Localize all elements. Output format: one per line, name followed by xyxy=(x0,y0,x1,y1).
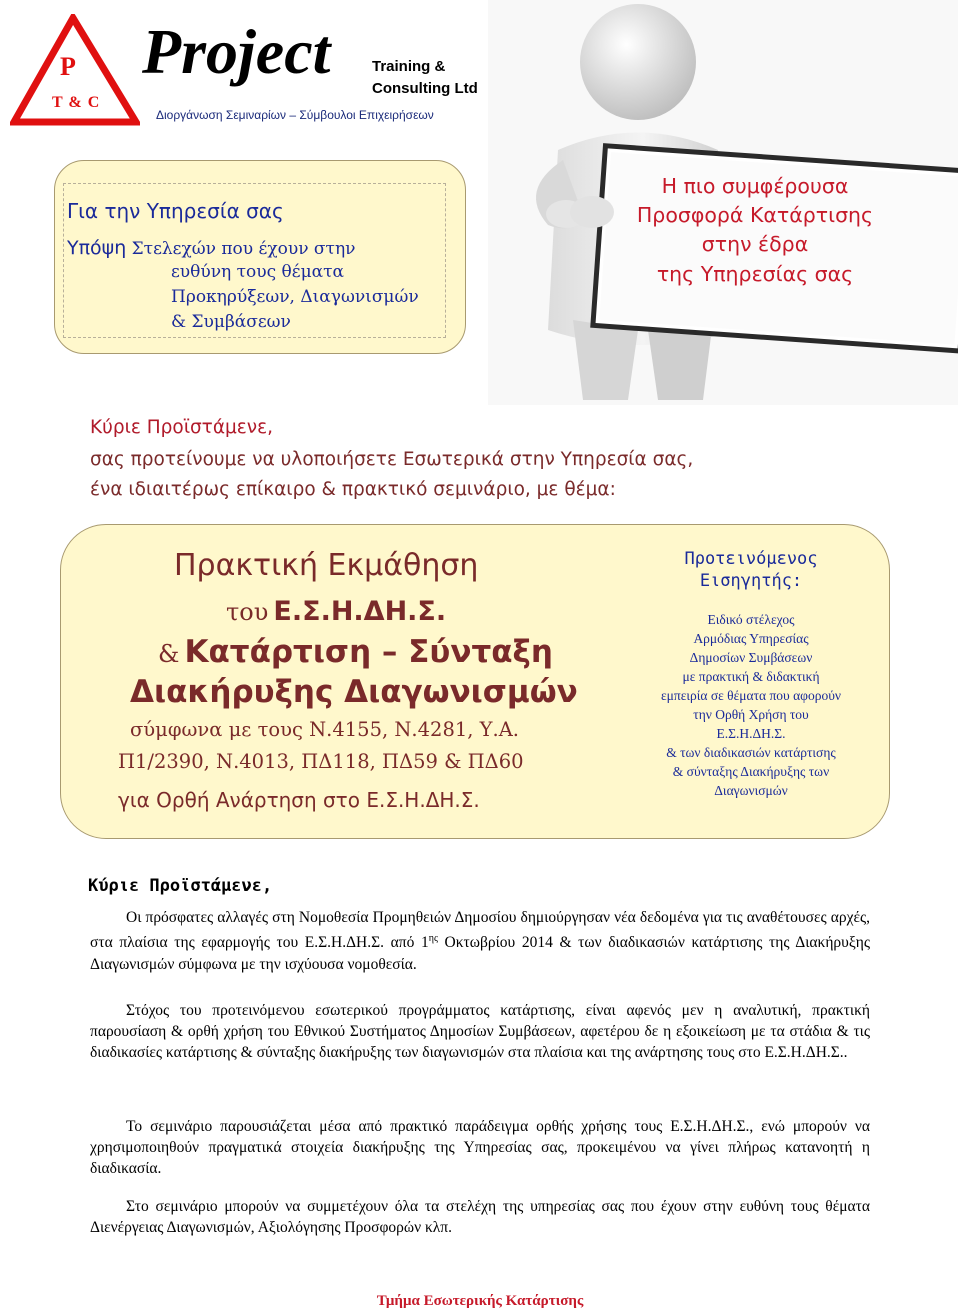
speaker-heading-line-1: Προτεινόμενος xyxy=(684,549,818,569)
audience-line-3: Προκηρύξεων, Διαγωνισμών xyxy=(171,287,419,307)
sign-line-3: στην έδρα xyxy=(701,232,809,256)
body-paragraph-4 xyxy=(90,1196,870,1238)
footer-department: Τμήμα Εσωτερικής Κατάρτισης xyxy=(376,1293,584,1309)
audience-box xyxy=(54,160,466,354)
audience-attention: Υπόψη xyxy=(67,237,127,259)
seminar-law-line-2: Π1/2390, Ν.4013, ΠΔ118, ΠΔ59 & ΠΔ60 xyxy=(118,750,524,773)
brand-subtitle-line2: Consulting Ltd xyxy=(372,80,478,97)
sign-line-1: Η πιο συμφέρουσα xyxy=(661,174,849,198)
logo-small-letters: T & C xyxy=(52,94,101,111)
speaker-heading-line-2: Εισηγητής: xyxy=(699,571,803,591)
body-paragraph-2-text: Στόχος του προτεινόμενου εσωτερικού προγράμματος κατάρτισης, είναι αφενός μεν η αναλυτική, πρακτική παρουσίαση & ορθή χρήση του Εθνικού Συστήματος Δημοσίων Συμβάσεων, αφετέρου δε η εξοικείωση με τα στάδια & τις διαδικασίες κατάρτισης & σύνταξης διακήρυξης των διαγωνισμών στα πλαίσια και της ανάρτησης τους στο Ε.Σ.Η.ΔΗ.Σ.. xyxy=(90,1002,870,1062)
intro-heading: Κύριε Προϊστάμενε, xyxy=(90,417,273,438)
body-paragraph-1-part-b: Οκτωβρίου 2014 & των διαδικασιών κατάρτισης της Διακήρυξης Διαγωνισμών σύμφωνα με την ισχύουσα νομοθεσία. xyxy=(90,934,870,973)
speaker-heading xyxy=(626,548,876,592)
body-paragraph-1-part-a: Οι πρόσφατες αλλαγές στη Νομοθεσία Προμηθειών Δημοσίου δημιούργησαν νέα δεδομένα για τις αναθέτουσες αρχές, στα πλαίσια της εφαρμογής του Ε.Σ.Η.ΔΗ.Σ. από 1 xyxy=(90,909,870,952)
intro-line-1: σας προτείνουμε να υλοποιήσετε Εσωτερικά στην Υπηρεσία σας, xyxy=(90,449,694,470)
speaker-line: την Ορθή Χρήση του xyxy=(693,707,809,722)
body-paragraph-3-text: Το σεμινάριο παρουσιάζεται μέσα από πρακτικό παράδειγμα ορθής χρήσης τους Ε.Σ.Η.ΔΗ.Σ., ενώ μπορούν να χρησιμοποιηθούν πραγματικά στοιχεία διακήρυξης της Υπηρεσίας σας, προκειμένου να γίνει πλήρως κατανοητή η διαδικασία. xyxy=(90,1118,870,1178)
seminar-title-line-2-bold: Ε.Σ.Η.ΔΗ.Σ. xyxy=(273,596,447,627)
seminar-title-line-1: Πρακτική Εκμάθηση xyxy=(174,548,479,583)
body-paragraph-2 xyxy=(90,1000,870,1064)
speaker-line: & των διαδικασιών κατάρτισης xyxy=(666,745,836,760)
speaker-line: Ε.Σ.Η.ΔΗ.Σ. xyxy=(716,726,786,741)
speaker-line: εμπειρία σε θέματα που αφορούν xyxy=(661,688,841,703)
seminar-law-line-1: σύμφωνα με τους Ν.4155, Ν.4281, Υ.Α. xyxy=(130,718,520,741)
audience-line-2: ευθύνη τους θέματα xyxy=(171,262,344,282)
seminar-title-line-3-bold: Κατάρτιση – Σύνταξη xyxy=(184,634,553,670)
sign-line-2: Προσφορά Κατάρτισης xyxy=(636,203,874,227)
seminar-title-line-3-prefix: & xyxy=(158,640,180,668)
body-paragraph-4-text: Στο σεμινάριο μπορούν να συμμετέχουν όλα τα στελέχη της υπηρεσίας σας που έχουν στην ευθύνη τους θέματα Διενέργειας Διαγωνισμών, Αξιολόγησης Προσφορών κλπ. xyxy=(90,1198,870,1237)
logo-letter: P xyxy=(60,52,76,81)
body-paragraph-1-superscript: ης xyxy=(428,933,438,945)
body-paragraph-1 xyxy=(90,907,870,975)
seminar-title-line-4: Διακήρυξης Διαγωνισμών xyxy=(130,674,578,710)
brand-tagline: Διοργάνωση Σεμιναρίων – Σύμβουλοι Επιχειρήσεων xyxy=(156,108,434,122)
seminar-title-line-3 xyxy=(158,634,553,670)
brand-subtitle-line1: Training & xyxy=(372,58,446,75)
speaker-line: & σύνταξης Διακήρυξης των xyxy=(672,764,830,779)
seminar-law-line-3: για Ορθή Ανάρτηση στο Ε.Σ.Η.ΔΗ.Σ. xyxy=(118,788,480,812)
speaker-line: Ειδικό στέλεχος xyxy=(707,612,795,627)
brand-subtitle xyxy=(372,56,502,100)
sign-line-4: της Υπηρεσίας σας xyxy=(656,262,854,286)
seminar-title-line-2 xyxy=(226,596,446,627)
speaker-line: Διαγωνισμών xyxy=(714,783,788,798)
seminar-title-line-2-prefix: του xyxy=(226,598,269,626)
audience-line-1 xyxy=(67,237,355,259)
audience-line-1-text: Στελεχών που έχουν στην xyxy=(131,239,356,259)
speaker-line: με πρακτική & διδακτική xyxy=(682,669,820,684)
brand-name: Project xyxy=(142,16,331,87)
audience-line-4: & Συμβάσεων xyxy=(171,312,291,332)
intro-line-2: ένα ιδιαιτέρως επίκαιρο & πρακτικό σεμινάριο, με θέμα: xyxy=(90,479,616,500)
body-paragraph-3 xyxy=(90,1116,870,1180)
speaker-line: Αρμόδιας Υπηρεσίας xyxy=(693,631,809,646)
speaker-line: Δημοσίων Συμβάσεων xyxy=(689,650,813,665)
body-heading: Κύριε Προϊστάμενε, xyxy=(88,876,273,896)
audience-heading: Για την Υπηρεσία σας xyxy=(67,199,284,223)
